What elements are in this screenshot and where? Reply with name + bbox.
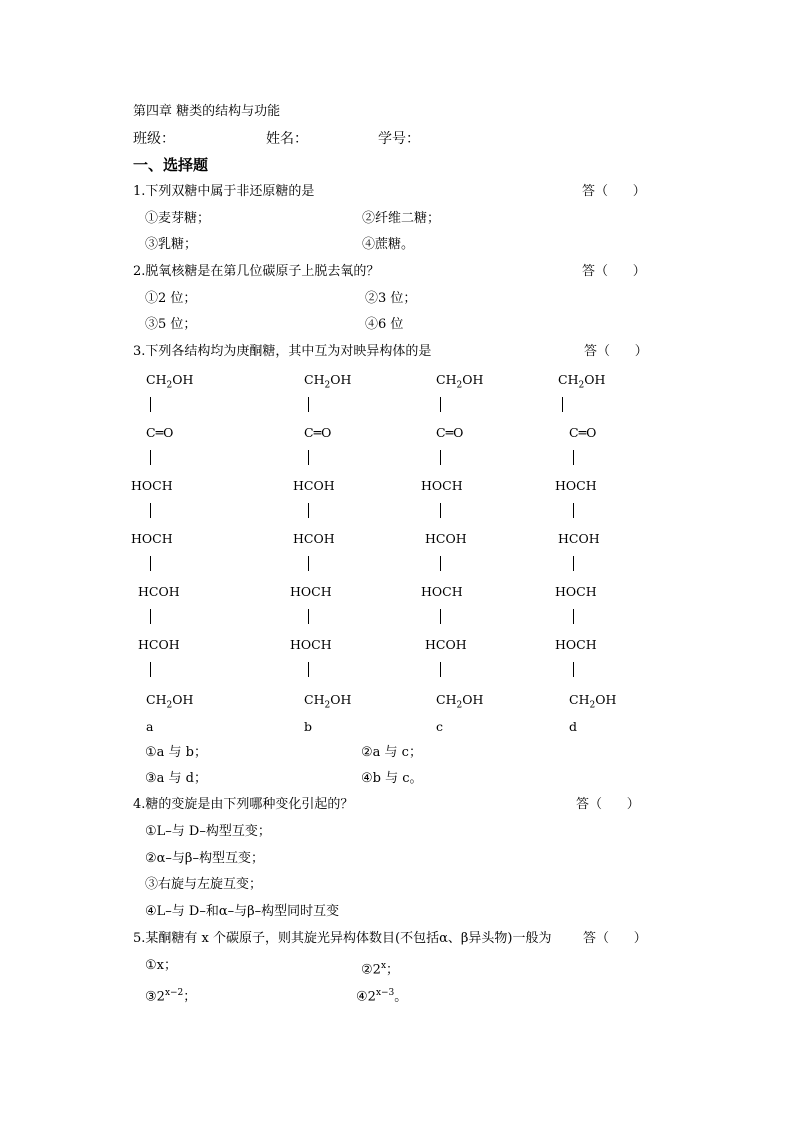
question-2-option-1[interactable]: ①2 位； (145, 291, 197, 306)
bond-line (150, 556, 151, 571)
structure-c-carbonyl: C═O (436, 425, 464, 440)
bond-line (440, 662, 441, 677)
question-1-stem: 1.下列双糖中属于非还原糖的是 (133, 184, 315, 199)
question-4-answer-blank[interactable]: 答（ ） (576, 797, 640, 812)
bond-line (308, 609, 309, 624)
bond-line (308, 397, 309, 412)
question-5-stem: 5.某酮糖有 x 个碳原子，则其旋光异构体数目(不包括α、β异头物)一般为 (133, 931, 552, 946)
structure-b-label: b (304, 719, 313, 734)
bond-line (150, 397, 151, 412)
structure-d (554, 372, 664, 742)
question-5-answer-blank[interactable]: 答（ ） (583, 931, 647, 946)
question-2-answer-blank[interactable]: 答（ ） (582, 264, 646, 279)
structure-c-c4: HCOH (425, 531, 467, 546)
name-label: 姓名： (266, 131, 308, 147)
question-5-option-4[interactable]: $④2^{x-3}$。 (356, 988, 408, 1005)
question-5-option-1[interactable]: ①x； (145, 958, 177, 973)
bond-line (308, 662, 309, 677)
structure-a (131, 372, 241, 742)
question-4-option-3[interactable]: ③右旋与左旋互变； (145, 877, 263, 892)
question-1-option-4[interactable]: ④蔗糖。 (362, 237, 415, 252)
structure-a-carbonyl: C═O (146, 425, 174, 440)
bond-line (440, 397, 441, 412)
bond-line (150, 609, 151, 624)
structure-a-bottom: $CH_2OH$ (146, 692, 194, 711)
structure-d-label: d (569, 719, 578, 734)
bond-line (440, 450, 441, 465)
structure-d-bottom: $CH_2OH$ (569, 692, 617, 711)
bond-line (573, 450, 574, 465)
question-5-option-2[interactable]: ②2$^x$； (361, 961, 400, 978)
question-1-answer-blank[interactable]: 答（ ） (582, 184, 646, 199)
bond-line (150, 662, 151, 677)
question-2-option-3[interactable]: ③5 位； (145, 317, 197, 332)
structure-b-c3: HCOH (293, 478, 335, 493)
structure-d-carbonyl: C═O (569, 425, 597, 440)
structure-c-c6: HCOH (425, 637, 467, 652)
structure-c-bottom: $CH_2OH$ (436, 692, 484, 711)
structure-a-top: $CH_2OH$ (146, 372, 194, 391)
structure-b-carbonyl: C═O (304, 425, 332, 440)
bond-line (440, 503, 441, 518)
structure-c (423, 372, 533, 742)
structure-a-c5: HCOH (138, 584, 180, 599)
bond-line (562, 397, 563, 412)
question-3-stem: 3.下列各结构均为庚酮糖，其中互为对映异构体的是 (133, 344, 432, 359)
question-3-option-1[interactable]: ①a 与 b； (145, 745, 207, 760)
structure-c-c3: HOCH (421, 478, 463, 493)
structure-c-label: c (436, 719, 444, 734)
structure-b-c4: HCOH (293, 531, 335, 546)
chapter-title: 第四章 糖类的结构与功能 (133, 104, 281, 119)
question-4-option-1[interactable]: ①L–与 D–构型互变； (145, 824, 271, 839)
bond-line (440, 556, 441, 571)
question-1-option-3[interactable]: ③乳糖； (145, 237, 198, 252)
structure-a-c6: HCOH (138, 637, 180, 652)
question-5-option-3[interactable]: $③2^{x-2}$； (145, 988, 197, 1005)
question-2-option-4[interactable]: ④6 位 (365, 317, 404, 332)
question-3-option-4[interactable]: ④b 与 c。 (361, 771, 423, 786)
question-3-option-3[interactable]: ③a 与 d； (145, 771, 207, 786)
bond-line (573, 609, 574, 624)
question-3-answer-blank[interactable]: 答（ ） (584, 344, 648, 359)
structure-a-c3: HOCH (131, 478, 173, 493)
section-title: 一、选择题 (133, 156, 209, 174)
structure-c-top: $CH_2OH$ (436, 372, 484, 391)
structure-c-c5: HOCH (421, 584, 463, 599)
bond-line (573, 662, 574, 677)
question-4-stem: 4.糖的变旋是由下列哪种变化引起的？ (133, 797, 354, 812)
bond-line (440, 609, 441, 624)
structure-b-bottom: $CH_2OH$ (304, 692, 352, 711)
question-2-option-2[interactable]: ②3 位； (365, 291, 417, 306)
structure-b-c5: HOCH (290, 584, 332, 599)
structure-d-c5: HOCH (555, 584, 597, 599)
bond-line (573, 556, 574, 571)
question-1-option-2[interactable]: ②纤维二糖； (362, 211, 441, 226)
question-3-option-2[interactable]: ②a 与 c； (361, 745, 422, 760)
class-label: 班级： (133, 131, 175, 147)
structure-b-c6: HOCH (290, 637, 332, 652)
structure-d-top: $CH_2OH$ (558, 372, 606, 391)
bond-line (308, 450, 309, 465)
bond-line (150, 450, 151, 465)
student-id-label: 学号： (378, 131, 420, 147)
bond-line (308, 503, 309, 518)
question-1-option-1[interactable]: ①麦芽糖； (145, 211, 211, 226)
structure-a-c4: HOCH (131, 531, 173, 546)
question-4-option-4[interactable]: ④L–与 D–和α–与β–构型同时互变 (145, 904, 340, 919)
structure-a-label: a (146, 719, 154, 734)
bond-line (573, 503, 574, 518)
question-4-option-2[interactable]: ②α–与β–构型互变； (145, 851, 264, 866)
bond-line (150, 503, 151, 518)
question-2-stem: 2.脱氧核糖是在第几位碳原子上脱去氧的？ (133, 264, 380, 279)
structure-d-c4: HCOH (558, 531, 600, 546)
bond-line (308, 556, 309, 571)
structure-d-c3: HOCH (555, 478, 597, 493)
structure-d-c6: HOCH (555, 637, 597, 652)
structure-b-top: $CH_2OH$ (304, 372, 352, 391)
structure-b (292, 372, 402, 742)
